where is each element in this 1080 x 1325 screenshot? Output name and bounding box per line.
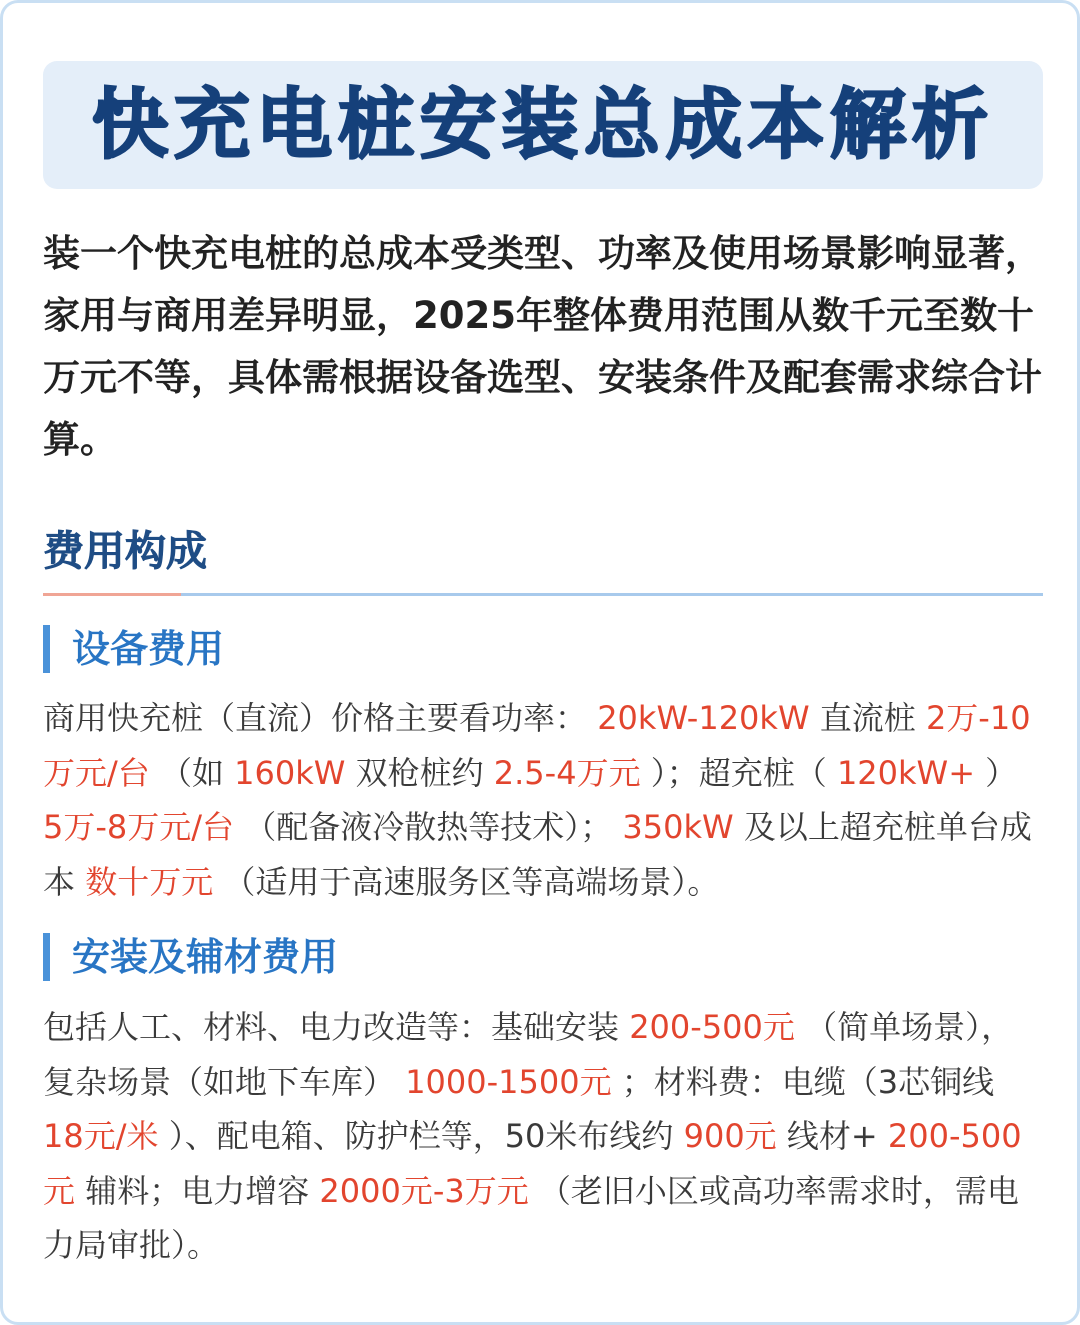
highlight-value: 160kW (234, 753, 346, 792)
section-title-cost-breakdown: 费用构成 (43, 527, 207, 575)
equipment-cost-paragraph (43, 691, 1043, 909)
highlight-value: 5万-8万元/台 (43, 808, 235, 846)
subsection-title-equipment: 设备费用 (43, 625, 224, 673)
highlight-value: 1000-1500元 (405, 1062, 612, 1101)
subsection-title-installation: 安装及辅材费用 (43, 933, 338, 981)
text-segment: ）；超充桩（ (640, 753, 837, 792)
text-segment: （简单场景），复杂场景（如地下车库） (43, 1008, 1014, 1101)
highlight-value: 200-500元 (629, 1008, 795, 1046)
highlight-value: 20kW-120kW (597, 699, 810, 737)
text-segment: ；材料费：电缆（3芯铜线 (611, 1062, 995, 1101)
text-segment: ） (975, 753, 1018, 792)
installation-cost-paragraph (43, 1000, 1043, 1273)
text-segment: （配备液冷散热等技术）； (234, 808, 623, 846)
text-segment: （适用于高速服务区等高端场景）。 (213, 862, 720, 901)
highlight-value: 350kW (622, 808, 734, 846)
text-segment: 商用快充桩（直流）价格主要看功率： (43, 699, 598, 737)
text-segment: 及以上超充桩单台成本 (43, 808, 1032, 901)
text-segment: （如 (149, 753, 235, 792)
intro-paragraph: 装一个快充电桩的总成本受类型、功率及使用场景影响显著，家用与商用差异明显，2025年整体费用范围从数千元至数十万元不等，具体需根据设备选型、安装条件及配套需求综合计算。 (43, 232, 1042, 461)
text-segment: 双枪桩约 (345, 753, 494, 792)
highlight-value: 2.5-4万元 (493, 753, 641, 792)
text-segment: 包括人工、材料、电力改造等：基础安装 (43, 1008, 630, 1046)
highlight-value: 200-500元 (43, 1117, 1022, 1210)
title-banner (43, 61, 1043, 189)
page-title: 快充电桩安装总成本解析 (92, 80, 994, 169)
text-segment: （老旧小区或高功率需求时，需电力局审批）。 (43, 1171, 1019, 1264)
section-divider-accent (43, 593, 181, 596)
highlight-value: 18元/米 (43, 1117, 159, 1155)
text-segment: 线材+ (776, 1117, 888, 1155)
highlight-value: 2000元-3万元 (319, 1171, 529, 1210)
highlight-value: 数十万元 (85, 862, 214, 901)
section-divider (43, 593, 1043, 596)
text-segment: 直流桩 (809, 699, 926, 737)
highlight-value: 2万-10万元/台 (43, 699, 1031, 792)
highlight-value: 900元 (683, 1117, 777, 1155)
text-segment: ）、配电箱、防护栏等，50米布线约 (158, 1117, 684, 1155)
text-segment: 辅料；电力增容 (75, 1171, 320, 1210)
highlight-value: 120kW+ (836, 753, 975, 792)
